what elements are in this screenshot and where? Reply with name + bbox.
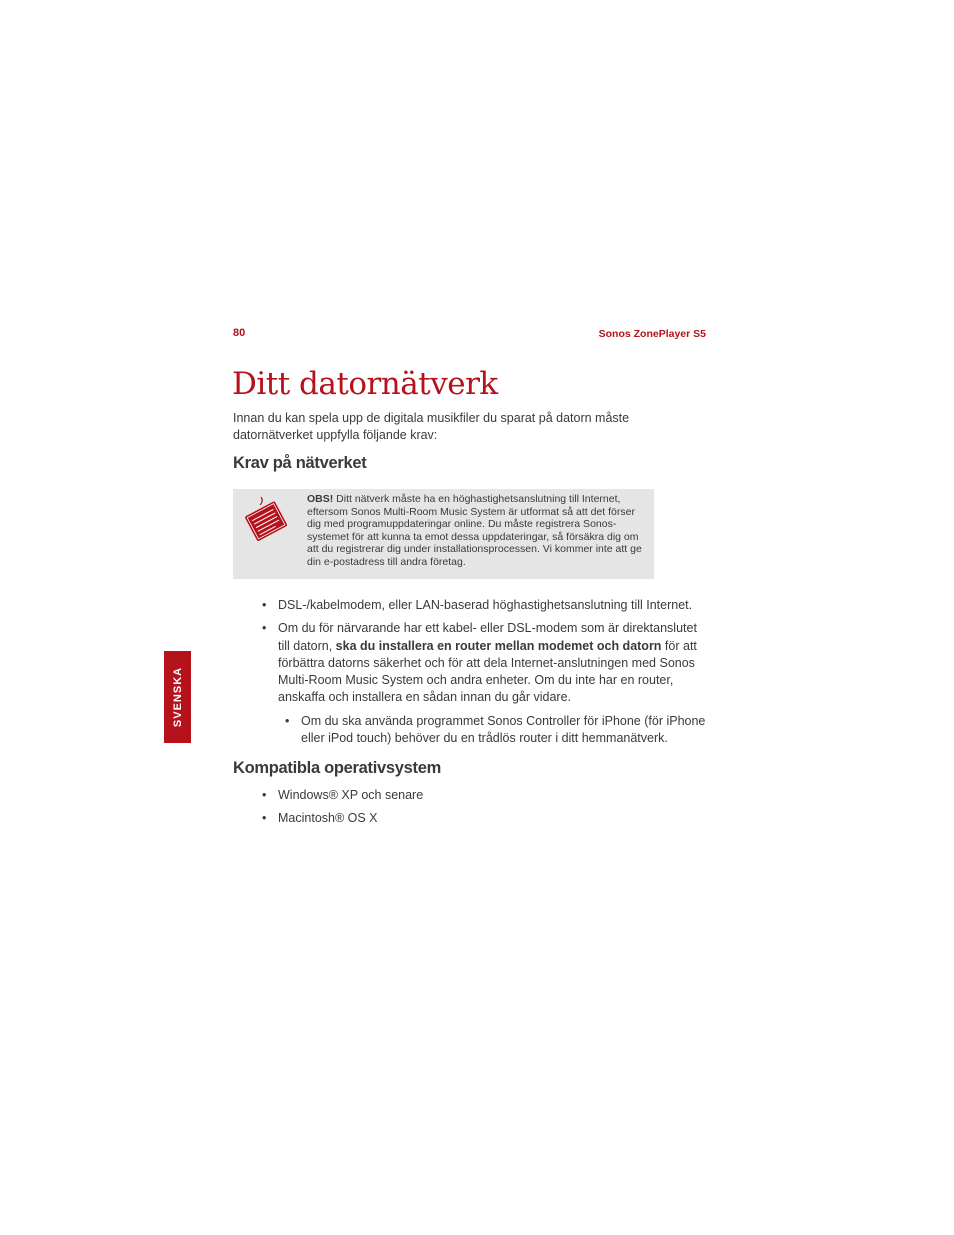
- note-label: OBS!: [307, 493, 334, 505]
- section-heading-network: Krav på nätverket: [233, 454, 367, 472]
- os-list: [259, 787, 559, 833]
- note-body: Ditt nätverk måste ha en höghastighetsanslutning till Internet, eftersom Sonos Multi-Room Music System är utformat så att det förser dig med programuppdateringar online. Du måste registrera Sonos-systemet för att kunna ta emot dessa uppdateringar, så försäkra dig om att du registrerar dig under installationsprocessen. Vi kommer inte att ge din e-postadress till andra företag.: [307, 493, 642, 568]
- list-item-text: Om du för närvarande har ett kabel- eller DSL-modem som är direktanslutet till datorn,: [278, 621, 697, 653]
- list-item-emphasis: ska du installera en router mellan modemet och datorn: [335, 638, 662, 653]
- page-number: 80: [233, 327, 246, 339]
- requirements-list: [259, 597, 709, 753]
- sub-list: [282, 713, 709, 748]
- sub-list-item: [282, 713, 709, 748]
- list-item: [259, 597, 709, 614]
- language-tab-label: SVENSKA: [171, 666, 184, 728]
- bullet: •: [262, 598, 267, 612]
- list-item-text: för att förbättra datorns säkerhet och för att dela Internet-anslutningen med Sonos Multi-Room Music System och andra enheter. Om du inte har en router, anskaffa och installera en sådan innan du går vidare.: [278, 638, 697, 705]
- language-tab: [164, 651, 191, 743]
- running-title: Sonos ZonePlayer S5: [598, 328, 706, 340]
- bullet: •: [262, 811, 267, 825]
- section-heading-os: Kompatibla operativsystem: [233, 759, 441, 777]
- sub-list-item-text: Om du ska använda programmet Sonos Controller för iPhone (för iPhone eller iPod touch) behöver du en trådlös router i ditt hemmanätverk.: [301, 713, 706, 746]
- os-item-windows: Windows® XP och senare: [278, 788, 424, 802]
- bullet: •: [262, 788, 267, 802]
- list-item: [259, 620, 709, 747]
- os-item-mac: Macintosh® OS X: [278, 811, 378, 825]
- bullet: •: [285, 713, 290, 728]
- list-item: [259, 787, 559, 804]
- note-box: [233, 489, 654, 579]
- list-item: [259, 810, 559, 827]
- list-item-text: DSL-/kabelmodem, eller LAN-baserad höghastighetsanslutning till Internet.: [278, 598, 693, 612]
- note-paper-icon: [239, 495, 295, 545]
- note-text: [307, 493, 647, 569]
- intro-paragraph: Innan du kan spela upp de digitala musikfiler du sparat på datorn måste datornätverket uppfylla följande krav:: [233, 411, 630, 442]
- page-title: Ditt datornätverk: [232, 366, 498, 402]
- bullet: •: [262, 621, 267, 636]
